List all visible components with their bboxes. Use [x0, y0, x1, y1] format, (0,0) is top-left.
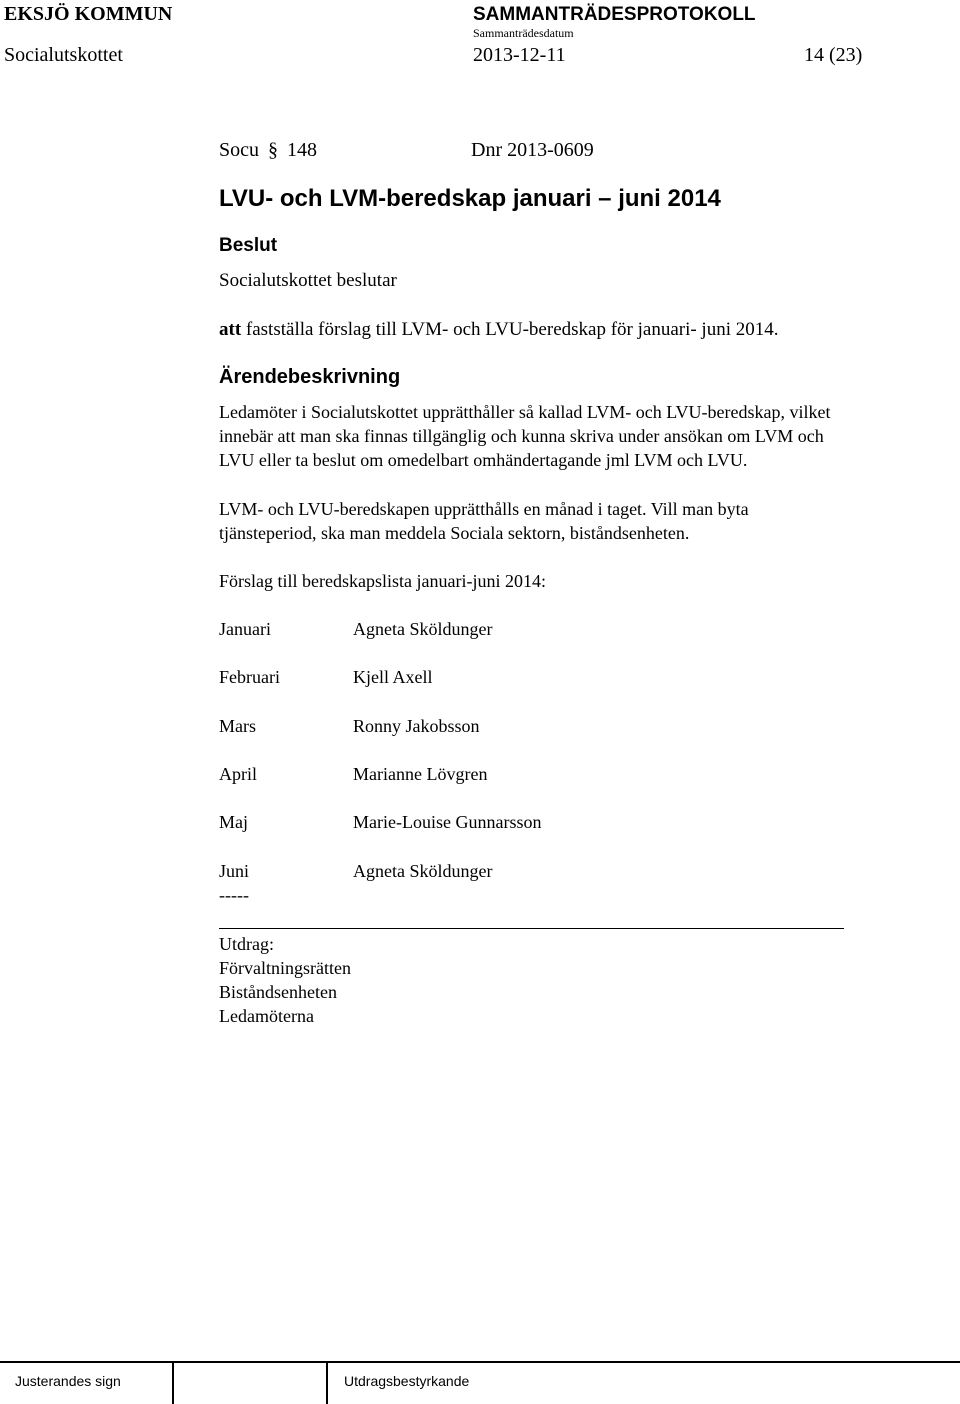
- description-heading: Ärendebeskrivning: [219, 366, 401, 388]
- description-p2-line2: tjänsteperiod, ska man meddela Sociala sektorn, biståndsenheten.: [219, 523, 690, 543]
- decision-text: [219, 319, 779, 341]
- paragraph-ref: [219, 139, 317, 162]
- org-name: EKSJÖ KOMMUN: [4, 3, 173, 25]
- decision-intro: Socialutskottet beslutar: [219, 270, 397, 291]
- list-intro: Förslag till beredskapslista januari-juni 2014:: [219, 571, 546, 591]
- paragraph-symbol: §: [268, 139, 278, 161]
- extract-recipient: Förvaltningsrätten: [219, 958, 351, 978]
- meeting-date: 2013-12-11: [473, 44, 566, 66]
- date-label: Sammanträdesdatum: [473, 26, 574, 40]
- schedule-month: Januari: [219, 619, 271, 639]
- section-divider: [219, 928, 844, 929]
- certification-label: Utdragsbestyrkande: [344, 1373, 470, 1389]
- description-p1-line1: Ledamöter i Socialutskottet upprätthåller så kallad LVM- och LVU-beredskap, vilket: [219, 402, 831, 422]
- schedule-name: Kjell Axell: [353, 667, 433, 687]
- schedule-name: Agneta Sköldunger: [353, 861, 493, 881]
- extract-label: Utdrag:: [219, 934, 274, 954]
- end-marker: -----: [219, 885, 249, 905]
- footer-top-rule: [0, 1361, 960, 1363]
- sign-label: Justerandes sign: [15, 1373, 121, 1389]
- description-p1-line3: LVU eller ta beslut om omedelbart omhändertagande jml LVM och LVU.: [219, 450, 748, 470]
- schedule-name: Agneta Sköldunger: [353, 619, 493, 639]
- schedule-month: Juni: [219, 861, 250, 881]
- protocol-title: SAMMANTRÄDESPROTOKOLL: [473, 4, 756, 25]
- schedule-name: Marianne Lövgren: [353, 764, 488, 784]
- decision-att: att: [219, 319, 242, 340]
- paragraph-prefix: Socu: [219, 139, 259, 161]
- schedule-month: Maj: [219, 812, 248, 832]
- schedule-month: April: [219, 764, 257, 784]
- page-number: 14 (23): [804, 44, 863, 66]
- diary-number: Dnr 2013-0609: [471, 139, 594, 161]
- schedule-name: Marie-Louise Gunnarsson: [353, 812, 542, 832]
- page-title: LVU- och LVM-beredskap januari – juni 2014: [219, 185, 721, 212]
- schedule-month: Februari: [219, 667, 280, 687]
- committee-name: Socialutskottet: [4, 44, 123, 66]
- extract-recipient: Ledamöterna: [219, 1006, 314, 1026]
- paragraph-number: 148: [287, 139, 317, 161]
- decision-heading: Beslut: [219, 235, 278, 256]
- footer-divider: [326, 1361, 328, 1404]
- schedule-name: Ronny Jakobsson: [353, 716, 480, 736]
- extract-recipient: Biståndsenheten: [219, 982, 337, 1002]
- decision-body: fastställa förslag till LVM- och LVU-beredskap för januari- juni 2014.: [245, 319, 779, 340]
- description-p2-line1: LVM- och LVU-beredskapen upprätthålls en månad i taget. Vill man byta: [219, 499, 749, 519]
- footer-divider: [172, 1361, 174, 1404]
- schedule-month: Mars: [219, 716, 256, 736]
- description-p1-line2: innebär att man ska finnas tillgänglig och kunna skriva under ansökan om LVM och: [219, 426, 824, 446]
